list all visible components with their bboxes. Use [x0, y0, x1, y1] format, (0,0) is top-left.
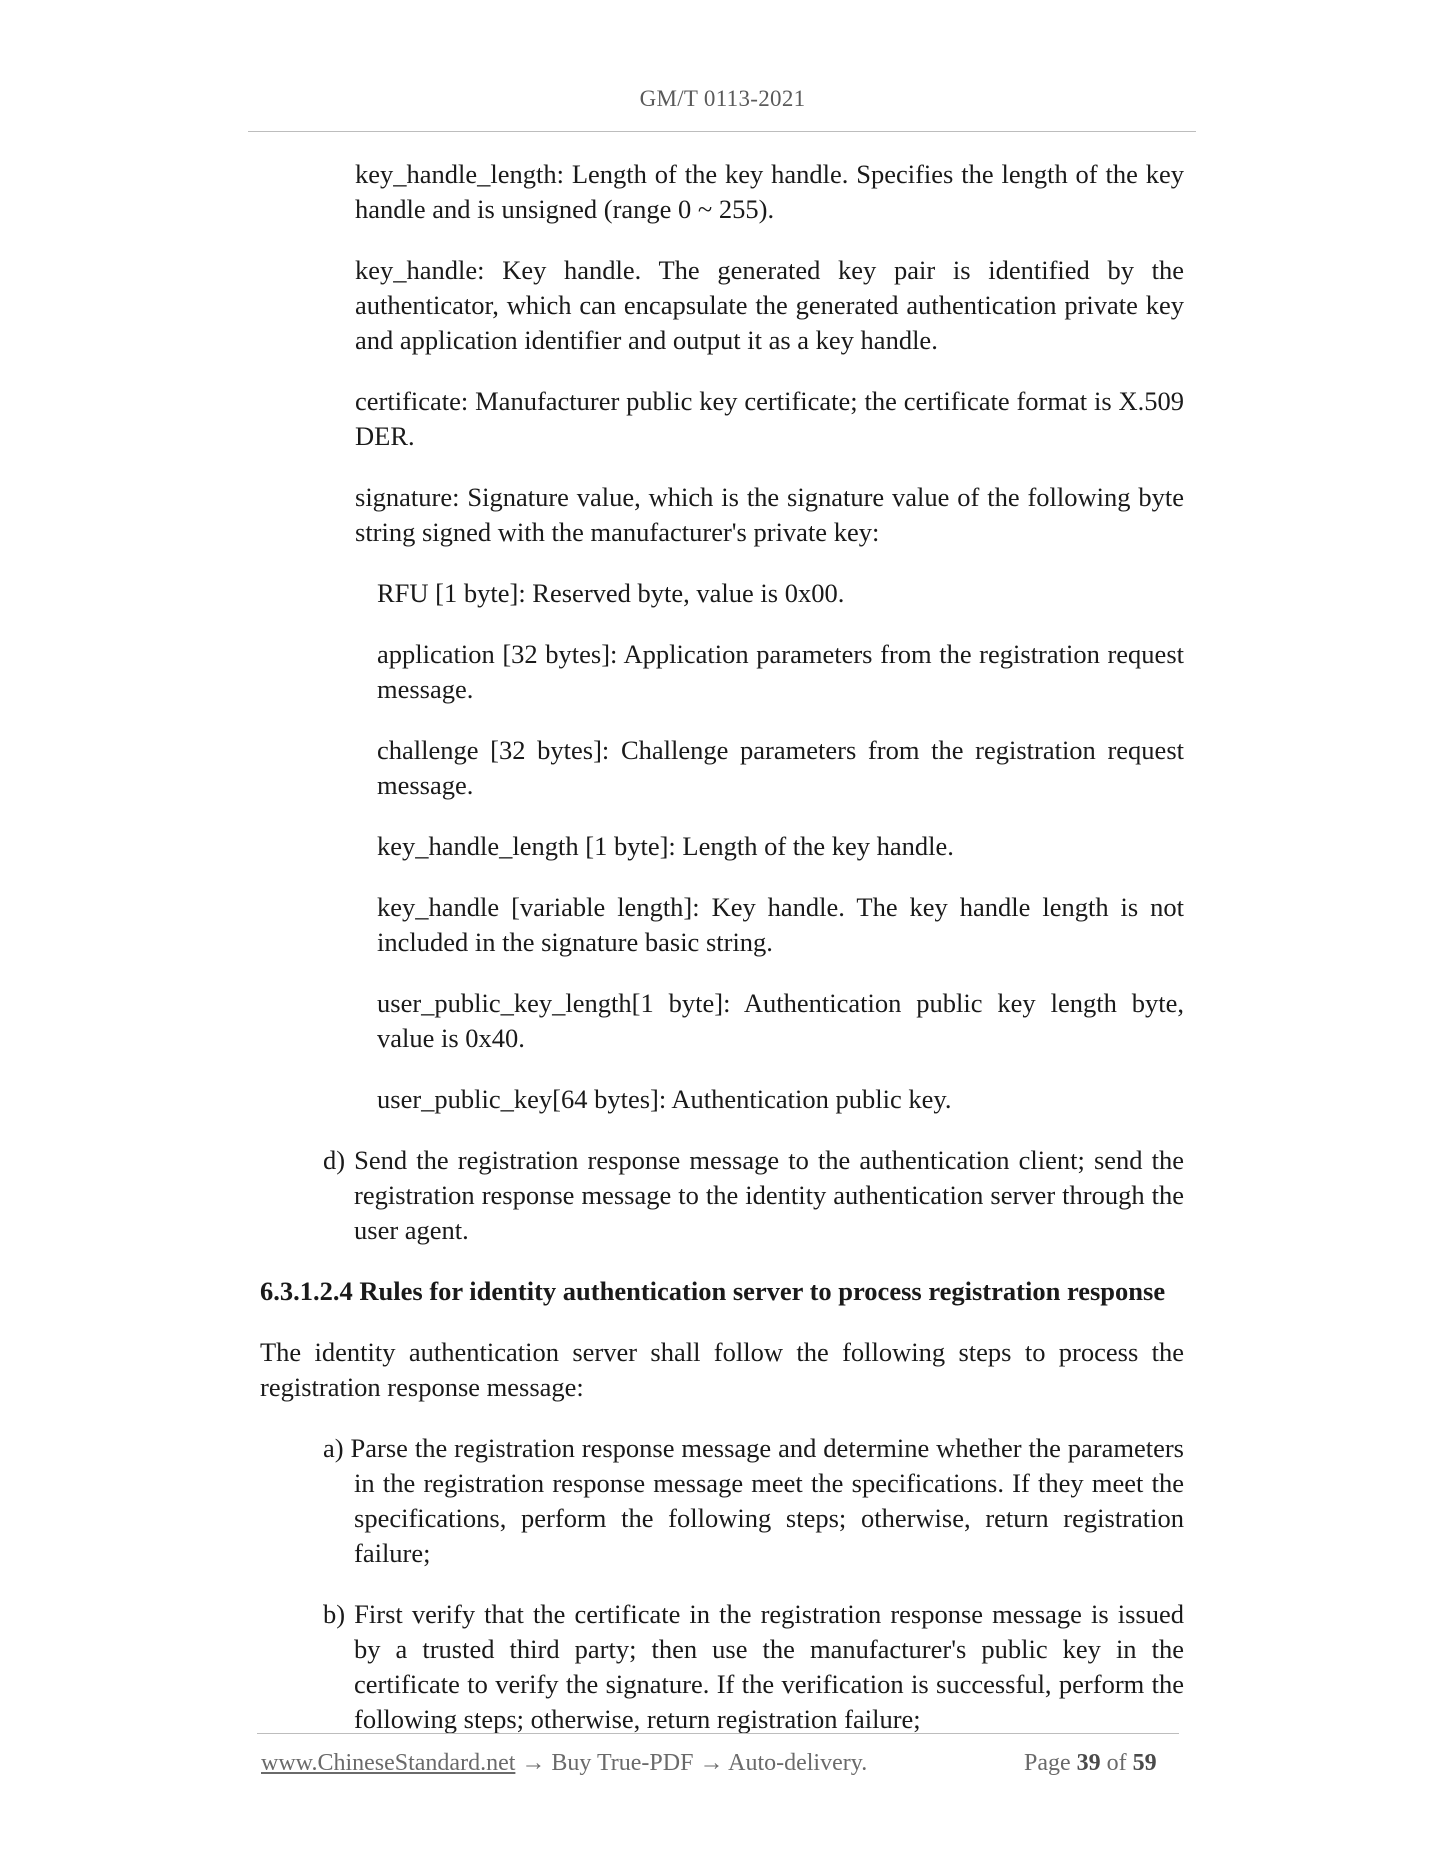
page-total: 59 — [1132, 1750, 1157, 1776]
document-body — [260, 157, 1184, 1763]
signature-item-application: application [32 bytes]: Application parameters from the registration request message. — [377, 639, 1184, 704]
list-item-step-d: d) Send the registration response message to the authentication client; send the registration response message to the identity authentication server through the user agent. — [323, 1145, 1184, 1245]
list-item-step-a: a) Parse the registration response message and determine whether the parameters in the registration response message meet the specifications. If they meet the specifications, perform the following steps; otherwise, return registration failure; — [323, 1433, 1184, 1568]
signature-item-challenge: challenge [32 bytes]: Challenge parameters from the registration request message. — [377, 735, 1184, 800]
signature-item-key-handle: key_handle [variable length]: Key handle. The key handle length is not included in the signature basic string. — [377, 892, 1184, 957]
signature-item-user-public-key-length: user_public_key_length[1 byte]: Authentication public key length byte, value is 0x40. — [377, 988, 1184, 1053]
document-code: GM/T 0113-2021 — [639, 86, 806, 111]
list-item-step-b: b) First verify that the certificate in the registration response message is issued by a trusted third party; then use the manufacturer's public key in the certificate to verify the signature. If the verification is successful, perform the following steps; otherwise, return registration failure; — [323, 1599, 1184, 1734]
signature-item-key-handle-length: key_handle_length [1 byte]: Length of the key handle. — [377, 831, 954, 861]
of-label: of — [1106, 1750, 1127, 1776]
page-label: Page — [1024, 1750, 1071, 1776]
paragraph-signature: signature: Signature value, which is the signature value of the following byte string signed with the manufacturer's private key: — [355, 482, 1184, 547]
section-intro: The identity authentication server shall follow the following steps to process the registration response message: — [260, 1337, 1184, 1402]
paragraph-key-handle: key_handle: Key handle. The generated key pair is identified by the authenticator, which can encapsulate the generated authentication private key and application identifier and output it as a key handle. — [355, 255, 1184, 355]
header-divider — [248, 131, 1196, 132]
paragraph-certificate: certificate: Manufacturer public key certificate; the certificate format is X.509 DER. — [355, 386, 1184, 451]
footer-promo-text: → Buy True-PDF → Auto-delivery. — [521, 1750, 868, 1776]
website-link[interactable]: www.ChineseStandard.net — [261, 1750, 516, 1776]
signature-item-rfu: RFU [1 byte]: Reserved byte, value is 0x00. — [377, 578, 845, 608]
footer-promo — [261, 1750, 867, 1777]
page-number: 39 — [1076, 1750, 1101, 1776]
footer-divider — [257, 1733, 1179, 1734]
signature-item-user-public-key: user_public_key[64 bytes]: Authentication public key. — [377, 1084, 952, 1114]
paragraph-key-handle-length: key_handle_length: Length of the key handle. Specifies the length of the key handle and is unsigned (range 0 ~ 255). — [355, 159, 1184, 224]
section-heading: 6.3.1.2.4 Rules for identity authentication server to process registration response — [260, 1276, 1166, 1306]
page-indicator — [1024, 1750, 1157, 1777]
